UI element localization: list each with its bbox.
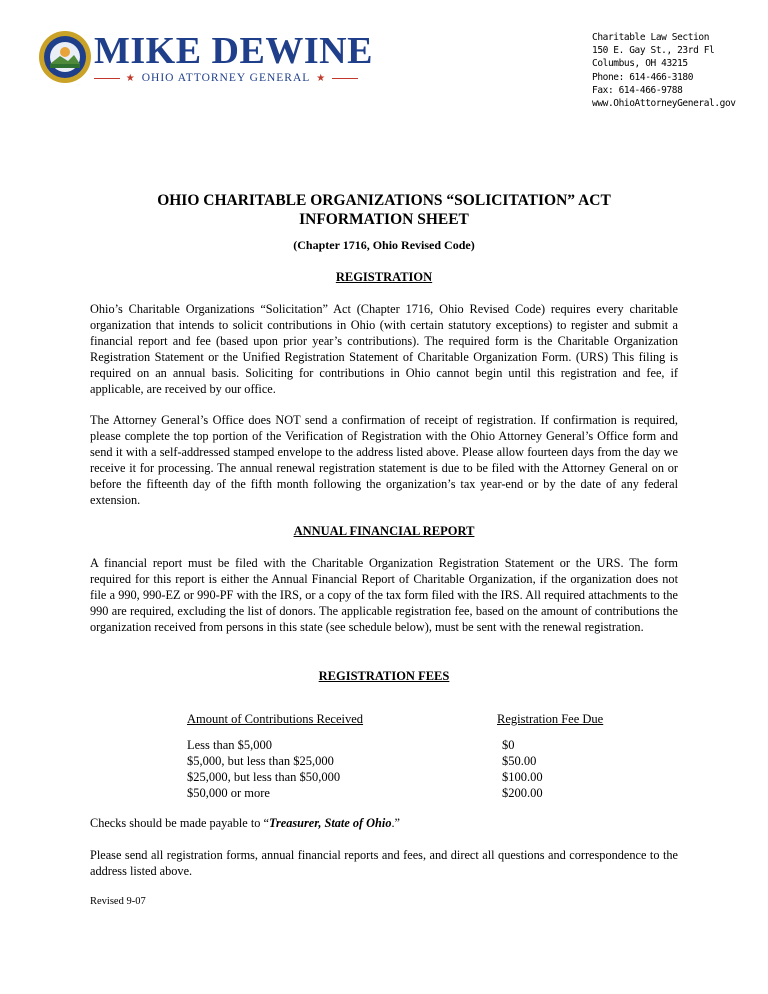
- checks-payee: Treasurer, State of Ohio: [268, 816, 392, 830]
- star-icon: ★: [316, 72, 327, 84]
- fee-value: $100.00: [502, 770, 543, 784]
- closing-paragraph: Please send all registration forms, annual financial reports and fees, and direct all questions and correspondence to the address listed above.: [90, 848, 678, 878]
- fees-column-amount: Amount of Contributions Received: [187, 712, 364, 726]
- contact-line: Phone: 614-466-3180: [592, 71, 694, 83]
- checks-suffix: .”: [391, 816, 401, 830]
- divider: [332, 78, 358, 79]
- revision-note: Revised 9-07: [90, 896, 146, 907]
- contact-line: 150 E. Gay St., 23rd Fl: [592, 45, 715, 57]
- fee-value: $200.00: [502, 786, 543, 800]
- document-title-line1: OHIO CHARITABLE ORGANIZATIONS “SOLICITATION” ACT: [157, 192, 611, 209]
- fee-amount: $50,000 or more: [187, 786, 270, 800]
- document-title-line2: INFORMATION SHEET: [299, 211, 469, 228]
- star-icon: ★: [125, 72, 136, 84]
- fees-heading: REGISTRATION FEES: [318, 669, 450, 683]
- contact-link[interactable]: www.OhioAttorneyGeneral.gov: [592, 98, 736, 110]
- checks-prefix: Checks should be made payable to “: [90, 816, 269, 830]
- registration-heading: REGISTRATION: [335, 270, 433, 284]
- fees-column-fee: Registration Fee Due: [497, 712, 604, 726]
- fee-amount: $25,000, but less than $50,000: [187, 770, 341, 784]
- fee-amount: $5,000, but less than $25,000: [187, 754, 334, 768]
- brand-subtitle-text: OHIO ATTORNEY GENERAL: [141, 72, 311, 84]
- checks-payable-line: [90, 816, 678, 832]
- fee-value: $50.00: [502, 754, 537, 768]
- contact-block: [592, 31, 736, 110]
- fee-value: $0: [502, 738, 515, 752]
- registration-paragraph-2: The Attorney General’s Office does NOT send a confirmation of receipt of registration. If confirmation is required, please complete the top portion of the Verification of Registration with the Ohio Attorney General’s Office form and send it with a self-addressed stamped envelope to the address listed above. Please allow fourteen days from the day we receive it for processing. The annual renewal registration statement is due to be filed with the Attorney General on or before the fifteenth day of the fifth month following the organization’s tax year-end or by the date of any federal extension.: [90, 413, 678, 507]
- divider: [94, 78, 120, 79]
- annual-report-paragraph: A financial report must be filed with the Charitable Organization Registration Statement or the URS. The form required for this report is either the Annual Financial Report of Charitable Organization, if the organization does not file a 990, 990-EZ or 990-PF with the IRS, or a copy of the tax form filed with the IRS. All required attachments to the 990 are required, excluding the list of donors. The applicable registration fee, based on the amount of contributions the organization received from persons in this state (see schedule below), must be sent with the renewal registration.: [90, 556, 678, 634]
- brand-subtitle: [94, 72, 358, 84]
- annual-report-heading: ANNUAL FINANCIAL REPORT: [293, 524, 475, 538]
- contact-line: Charitable Law Section: [592, 32, 710, 43]
- contact-line: Columbus, OH 43215: [592, 58, 688, 70]
- document-subtitle: (Chapter 1716, Ohio Revised Code): [293, 238, 475, 252]
- registration-paragraph-1: Ohio’s Charitable Organizations “Solicitation” Act (Chapter 1716, Ohio Revised Code) requires every charitable organization that intends to solicit contributions in Ohio (with certain statutory exceptions) to register and submit a financial report and fee (based upon prior year’s contributions). The required form is the Charitable Organization Registration Statement or the Unified Registration Statement of Charitable Organization Form. (URS) This filing is required on an annual basis. Soliciting for contributions in Ohio cannot begin until this registration and fee, if applicable, are received by our office.: [90, 302, 678, 396]
- brand-name: MIKE DEWINE: [94, 30, 373, 72]
- ohio-seal-icon: [38, 30, 92, 84]
- fee-amount: Less than $5,000: [187, 738, 273, 752]
- contact-line: Fax: 614-466-9788: [592, 84, 683, 96]
